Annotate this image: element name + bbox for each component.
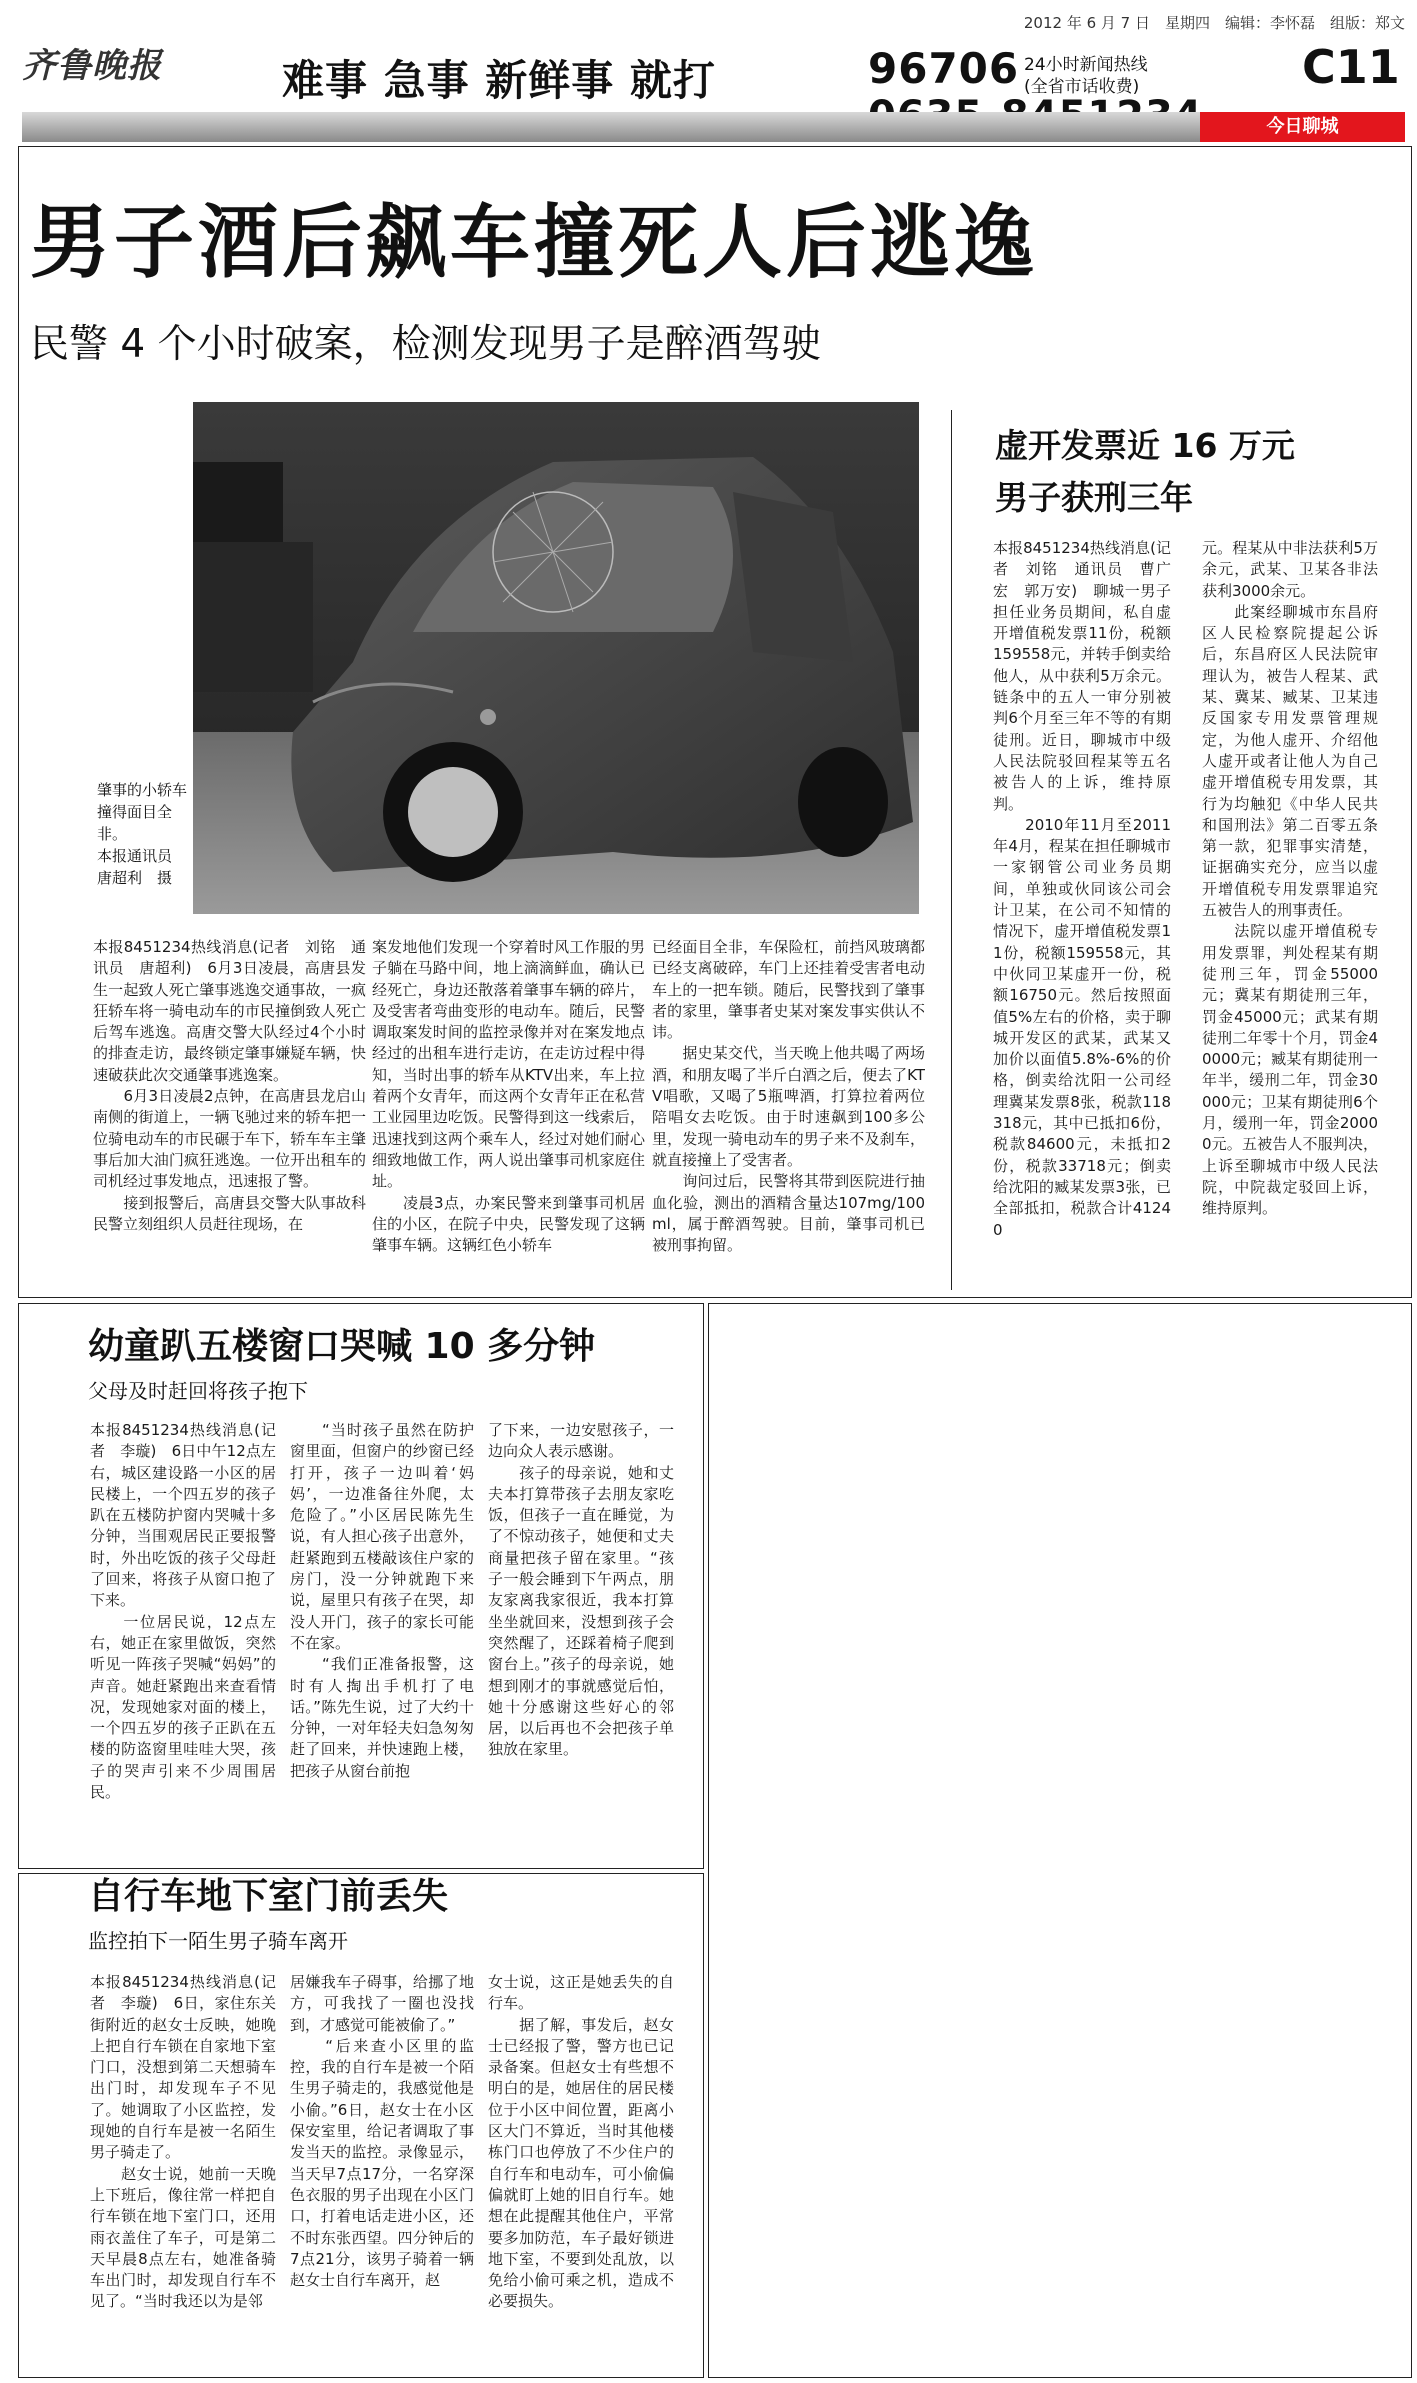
child-col-2: “当时孩子虽然在防护窗里面，但窗户的纱窗已经打开，孩子一边叫着‘妈妈’，一边准备往外爬，太危险了。”小区居民陈先生说，有人担心孩子出意外，赶紧跑到五楼敲该住户家的房门，没一分钟就跑下来说，屋里只有孩子在哭，却没人开门，孩子的家长可能不在家。 “我们正准备报警，这时有人掏出手机打了电话。”陈先生说，过了大约十分钟，一对年轻夫妇急匆匆赶了回来，并快速跑上楼，把孩子从窗台前抱	[290, 1421, 474, 1780]
issue-line: 2012 年 6 月 7 日 星期四 编辑：李怀磊 组版：郑文	[1023, 14, 1405, 32]
bike-col-2: 居嫌我车子碍事，给挪了地方，可我找了一圈也没找到，才感觉可能被偷了。” “后来查小区里的监控，我的自行车是被一个陌生男子骑走的，我感觉他是小偷。”6日，赵女士在小区保安室里，给记者调取了事发当天的监控。录像显示，当天早7点17分，一名穿深色衣服的男子出现在小区门口，打着电话走进小区，还不时东张西望。四分钟后的7点21分，该男子骑着一辆赵女士自行车离开，赵	[290, 1973, 474, 2290]
photo-caption: 肇事的小轿车撞得面目全非。 本报通讯员 唐超利 摄	[97, 781, 188, 887]
main-headline: 男子酒后飙车撞死人后逃逸	[30, 196, 1038, 289]
main-photo	[193, 402, 919, 914]
newspaper-logo: 齐鲁晚报	[22, 46, 162, 86]
hotline-number: 96706	[868, 44, 1020, 93]
bike-headline: 自行车地下室门前丢失	[88, 1876, 449, 1917]
bike-col-1: 本报8451234热线消息(记者 李璇) 6日，家住东关街附近的赵女士反映，她晚上把自行车锁在自家地下室门口，没想到第二天想骑车出门时，却发现车子不见了。她调取了小区监控，发现她的自行车是被一名陌生男子骑走了。 赵女士说，她前一天晚上下班后，像往常一样把自行车锁在地下室门口，还用雨衣盖住了车子，可是第二天早晨8点左右，她准备骑车出门时，却发现自行车不见了。“当时我还以为是邻	[90, 1973, 276, 2311]
invoice-headline-1: 虚开发票近 16 万元	[995, 426, 1295, 465]
invoice-col-1: 本报8451234热线消息(记者 刘铭 通讯员 曹广宏 郭万安) 聊城一男子担任业务员期间，私自虚开增值税发票11份，税额159558元，并转手倒卖给他人，从中获利5万余元。链条中的五人一审分别被判6个月至三年不等的有期徒刑。近日，聊城市中级人民法院驳回程某等五名被告人的上诉，维持原判。 2010年11月至2011年4月，程某在担任聊城市一家钢管公司业务员期间，单独或伙同该公司会计卫某，在公司不知情的情况下，虚开增值税发票11份，税额159558元，其中伙同卫某虚开一份，税额16750元。然后按照面值5%左右的价格，卖于聊城开发区的武某，武某又加价以面值5.8%-6%的价格，倒卖给沈阳一公司经理冀某发票8张，税款118318元，其中已抵扣6份，税款84600元，未抵扣2份，税款33718元；倒卖给沈阳的臧某发票3张，已全部抵扣，税款合计41240	[993, 539, 1171, 1239]
lower-right-box	[708, 1303, 1412, 2378]
section-tag-label: 今日聊城	[1266, 116, 1339, 137]
bike-col-3: 女士说，这正是她丢失的自行车。 据了解，事发后，赵女士已经报了警，警方也已记录备案。但赵女士有些想不明白的是，她居住的居民楼位于小区中间位置，距离小区大门不算近，当时其他楼栋门口也停放了不少住户的自行车和电动车，可小偷偏偏就盯上她的旧自行车。她想在此提醒其他住户，平常要多加防范，车子最好锁进地下室，不要到处乱放，以免给小偷可乘之机，造成不必要损失。	[488, 1973, 674, 2311]
page-code: C11	[1302, 40, 1400, 94]
header-slogan: 难事 急事 新鲜事 就打	[282, 56, 716, 105]
invoice-headline-2: 男子获刑三年	[995, 478, 1193, 517]
child-subhead: 父母及时赶回将孩子抱下	[88, 1379, 308, 1403]
section-tag	[1200, 112, 1405, 142]
child-headline: 幼童趴五楼窗口哭喊 10 多分钟	[88, 1326, 596, 1367]
main-story-col-1: 本报8451234热线消息(记者 刘铭 通讯员 唐超利) 6月3日凌晨，高唐县发生一起致人死亡肇事逃逸交通事故，一疯狂轿车将一骑电动车的市民撞倒致人死亡后驾车逃逸。高唐交警大队经过4个小时的排查走访，最终锁定肇事嫌疑车辆，快速破获此次交通肇事逃逸案。 6月3日凌晨2点钟，在高唐县龙启山南侧的街道上，一辆飞驰过来的轿车把一位骑电动车的市民碾于车下，轿车车主肇事后加大油门疯狂逃逸。一位开出租车的司机经过事发地点，迅速报了警。 接到报警后，高唐县交警大队事故科民警立刻组织人员赶往现场，在	[93, 938, 366, 1233]
child-col-1: 本报8451234热线消息(记者 李璇) 6日中午12点左右，城区建设路一小区的居民楼上，一个四五岁的孩子趴在五楼防护窗内哭喊十多分钟，当围观居民正要报警时，外出吃饭的孩子父母赶了回来，将孩子从窗口抱了下来。 一位居民说，12点左右，她正在家里做饭，突然听见一阵孩子哭喊“妈妈”的声音。她赶紧跑出来查看情况，发现她家对面的楼上，一个四五岁的孩子正趴在五楼的防盗窗里哇哇大哭，孩子的哭声引来不少周围居民。	[90, 1421, 276, 1802]
child-col-3: 了下来，一边安慰孩子，一边向众人表示感谢。 孩子的母亲说，她和丈夫本打算带孩子去朋友家吃饭，但孩子一直在睡觉，为了不惊动孩子，她便和丈夫商量把孩子留在家里。“孩子一般会睡到下午两点，朋友家离我家很近，我本打算坐坐就回来，没想到孩子会突然醒了，还踩着椅子爬到窗台上。”孩子的母亲说，她想到刚才的事就感觉后怕，她十分感谢这些好心的邻居，以后再也不会把孩子单独放在家里。	[488, 1421, 674, 1759]
hotline-desc-1: 24小时新闻热线	[1024, 55, 1148, 75]
invoice-divider	[951, 410, 952, 1290]
invoice-col-2: 元。程某从中非法获利5万余元，武某、卫某各非法获利3000余元。 此案经聊城市东昌府区人民检察院提起公诉后，东昌府区人民法院审理认为，被告人程某、武某、冀某、臧某、卫某违反国家专用发票管理规定，为他人虚开、介绍他人虚开或者让他人为自己虚开增值税专用发票，其行为均触犯《中华人民共和国刑法》第二百零五条第一款，犯罪事实清楚，证据确实充分，应当以虚开增值税专用发票罪追究五被告人的刑事责任。 法院以虚开增值税专用发票罪，判处程某有期徒刑三年，罚金55000元；冀某有期徒刑三年，罚金45000元；武某有期徒刑二年零十个月，罚金40000元；臧某有期徒刑一年半，缓刑二年，罚金30000元；卫某有期徒刑6个月，缓刑一年，罚金20000元。五被告人不服判决，上诉至聊城市中级人民法院，中院裁定驳回上诉，维持原判。	[1202, 539, 1378, 1218]
damaged-car-photo	[193, 402, 919, 914]
hotline-desc-2: (全省市话收费)	[1024, 77, 1140, 97]
main-subhead: 民警 4 个小时破案，检测发现男子是醉酒驾驶	[30, 322, 821, 367]
header-band	[22, 112, 1200, 142]
main-story-col-2: 案发地他们发现一个穿着时风工作服的男子躺在马路中间，地上滴滴鲜血，确认已经死亡，身边还散落着肇事车辆的碎片，及受害者弯曲变形的电动车。随后，民警调取案发时间的监控录像并对在案发地点经过的出租车进行走访，在走访过程中得知，当时出事的轿车从KTV出来，车上拉着两个女青年，而这两个女青年正在私营工业园里边吃饭。民警得到这一线索后，迅速找到这两个乘车人，经过对她们耐心细致地做工作，两人说出肇事司机家庭住址。 凌晨3点，办案民警来到肇事司机居住的小区，在院子中央，民警发现了这辆肇事车辆。这辆红色小轿车	[372, 938, 645, 1255]
bike-subhead: 监控拍下一陌生男子骑车离开	[88, 1929, 348, 1953]
main-story-col-3: 已经面目全非，车保险杠，前挡风玻璃都已经支离破碎，车门上还挂着受害者电动车上的一把车锁。随后，民警找到了肇事者的家里，肇事者史某对案发事实供认不讳。 据史某交代，当天晚上他共喝了两场酒，和朋友喝了半斤白酒之后，便去了KTV唱歌，又喝了5瓶啤酒，打算拉着两位陪唱女去吃饭。由于时速飙到100多公里，发现一骑电动车的男子来不及刹车，就直接撞上了受害者。 询问过后，民警将其带到医院进行抽血化验，测出的酒精含量达107mg/100ml，属于醉酒驾驶。目前，肇事司机已被刑事拘留。	[652, 938, 925, 1255]
